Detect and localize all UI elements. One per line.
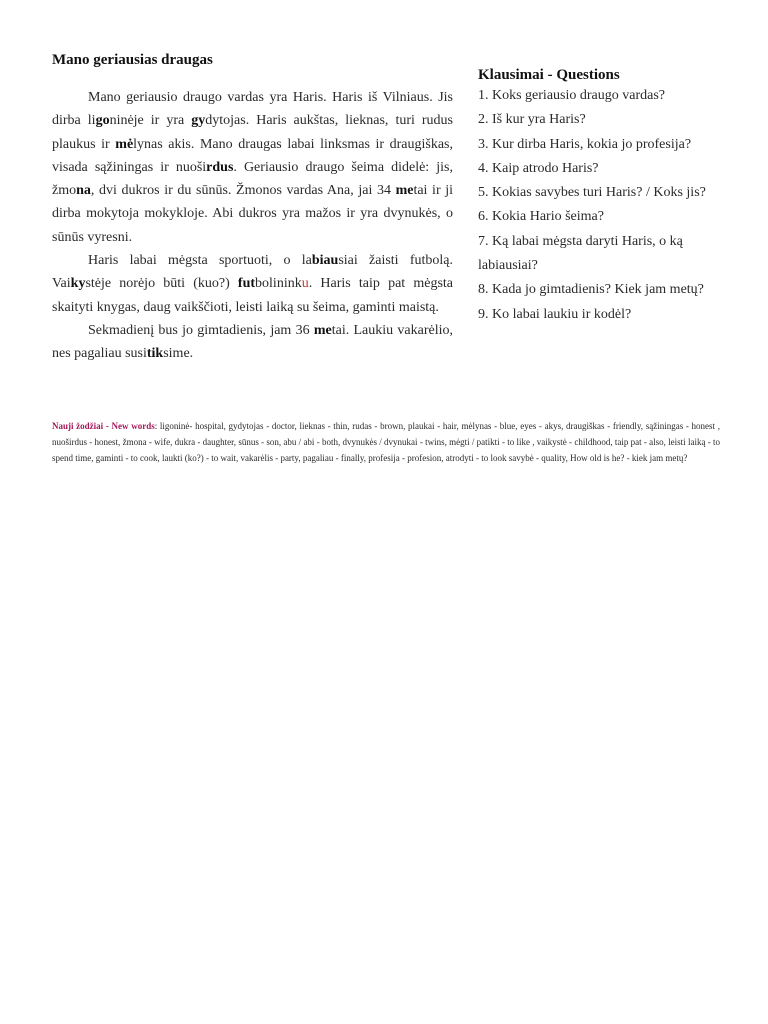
questions-list [478, 84, 740, 327]
text-segment: , dvi dukros ir du sūnūs. Žmonos vardas Ana, jai 34 [90, 183, 396, 199]
bold-syllable: fut [237, 276, 256, 292]
story-paragraph-1 [52, 86, 453, 249]
bold-syllable: biau [311, 253, 339, 269]
text-segment: dytojas. Haris aukštas, lieknas, turi rudus plaukus ir [52, 113, 454, 152]
vocabulary-section [52, 418, 720, 466]
question-item: 6. Kokia Hario šeima? [478, 209, 604, 225]
bold-syllable: me [313, 322, 332, 338]
question-item: 7. Ką labai mėgsta daryti Haris, o ką labiausiai? [478, 233, 683, 274]
text-segment: Mano geriausio draugo vardas yra Haris. Haris iš Vilniaus. Jis dirba li [52, 90, 453, 129]
bold-syllable: gy [191, 113, 206, 129]
story-title: Mano geriausias draugas [52, 52, 213, 68]
text-segment: tai ir ji dirba mokytoja mokykloje. Abi dukros yra mažos ir yra dvynukės, o sūnūs vyresni. [52, 183, 454, 245]
text-segment: stėje norėjo būti (kuo?) [85, 276, 238, 292]
question-item: 3. Kur dirba Haris, kokia jo profesija? [478, 136, 692, 152]
text-segment: bolinink [255, 276, 302, 292]
questions-title: Klausimai - Questions [478, 67, 620, 83]
text-segment: . Geriausio draugo šeima didelė: jis, žmo [52, 159, 453, 199]
bold-syllable: rdus [206, 159, 234, 175]
story-column [52, 50, 453, 366]
text-segment: sime. [163, 346, 194, 362]
question-item: 4. Kaip atrodo Haris? [478, 160, 599, 176]
text-segment: tai. Laukiu vakarėlio, nes pagaliau susi [52, 322, 453, 362]
question-item: 1. Koks geriausio draugo vardas? [478, 88, 666, 103]
text-segment: ninėje ir yra [109, 113, 192, 129]
bold-syllable: tik [146, 346, 164, 362]
bold-syllable: mė [115, 136, 134, 152]
bold-syllable: na [76, 183, 91, 199]
question-item: 2. Iš kur yra Haris? [478, 112, 586, 128]
story-paragraph-2 [52, 249, 453, 319]
bold-syllable: me [395, 183, 414, 199]
questions-column [478, 66, 740, 327]
text-segment: Haris labai mėgsta sportuoti, o la [88, 253, 312, 269]
question-item: 8. Kada jo gimtadienis? Kiek jam metų? [478, 282, 704, 298]
question-item: 9. Ko labai laukiu ir kodėl? [478, 306, 632, 322]
text-segment: siai žaisti futbolą. Vai [52, 253, 453, 292]
highlighted-ending: u [301, 276, 309, 292]
bold-syllable: ky [70, 276, 86, 292]
text-segment: lynas akis. Mano draugas labai linksmas ir draugiškas, visada sąžiningas ir nuoši [52, 136, 453, 175]
story-paragraph-3 [52, 319, 453, 366]
vocabulary-label: Nauji žodžiai - New words [52, 421, 155, 431]
bold-syllable: go [95, 113, 110, 129]
text-segment: Sekmadienį bus jo gimtadienis, jam 36 [88, 322, 314, 338]
question-item: 5. Kokias savybes turi Haris? / Koks jis? [478, 185, 706, 201]
vocabulary-text: : ligoninė- hospital, gydytojas - doctor, lieknas - thin, rudas - brown, plaukai - hair, mėlynas - blue, eyes - akys, draugiškas - friendly, sąžiningas - honest , nuoširdus - honest, žmona - wife, dukra - daughter, sūnus - son, abu / abi - both, dvynukės / dvynukai - twins, mėgti / patikti - to like , vaikystė - childhood, taip pat - also, leisti laiką - to spend time, gaminti - to cook, laukti (ko?) - to wait, vakarėlis - party, pagaliau - finally, profesija - profesion, atrodyti - to look savybė - quality, How old is he? - kiek jam metų? [52, 421, 720, 463]
text-segment: . Haris taip pat mėgsta skaityti knygas, daug vaikščioti, leisti laiką su šeima, gaminti maistą. [52, 276, 453, 315]
